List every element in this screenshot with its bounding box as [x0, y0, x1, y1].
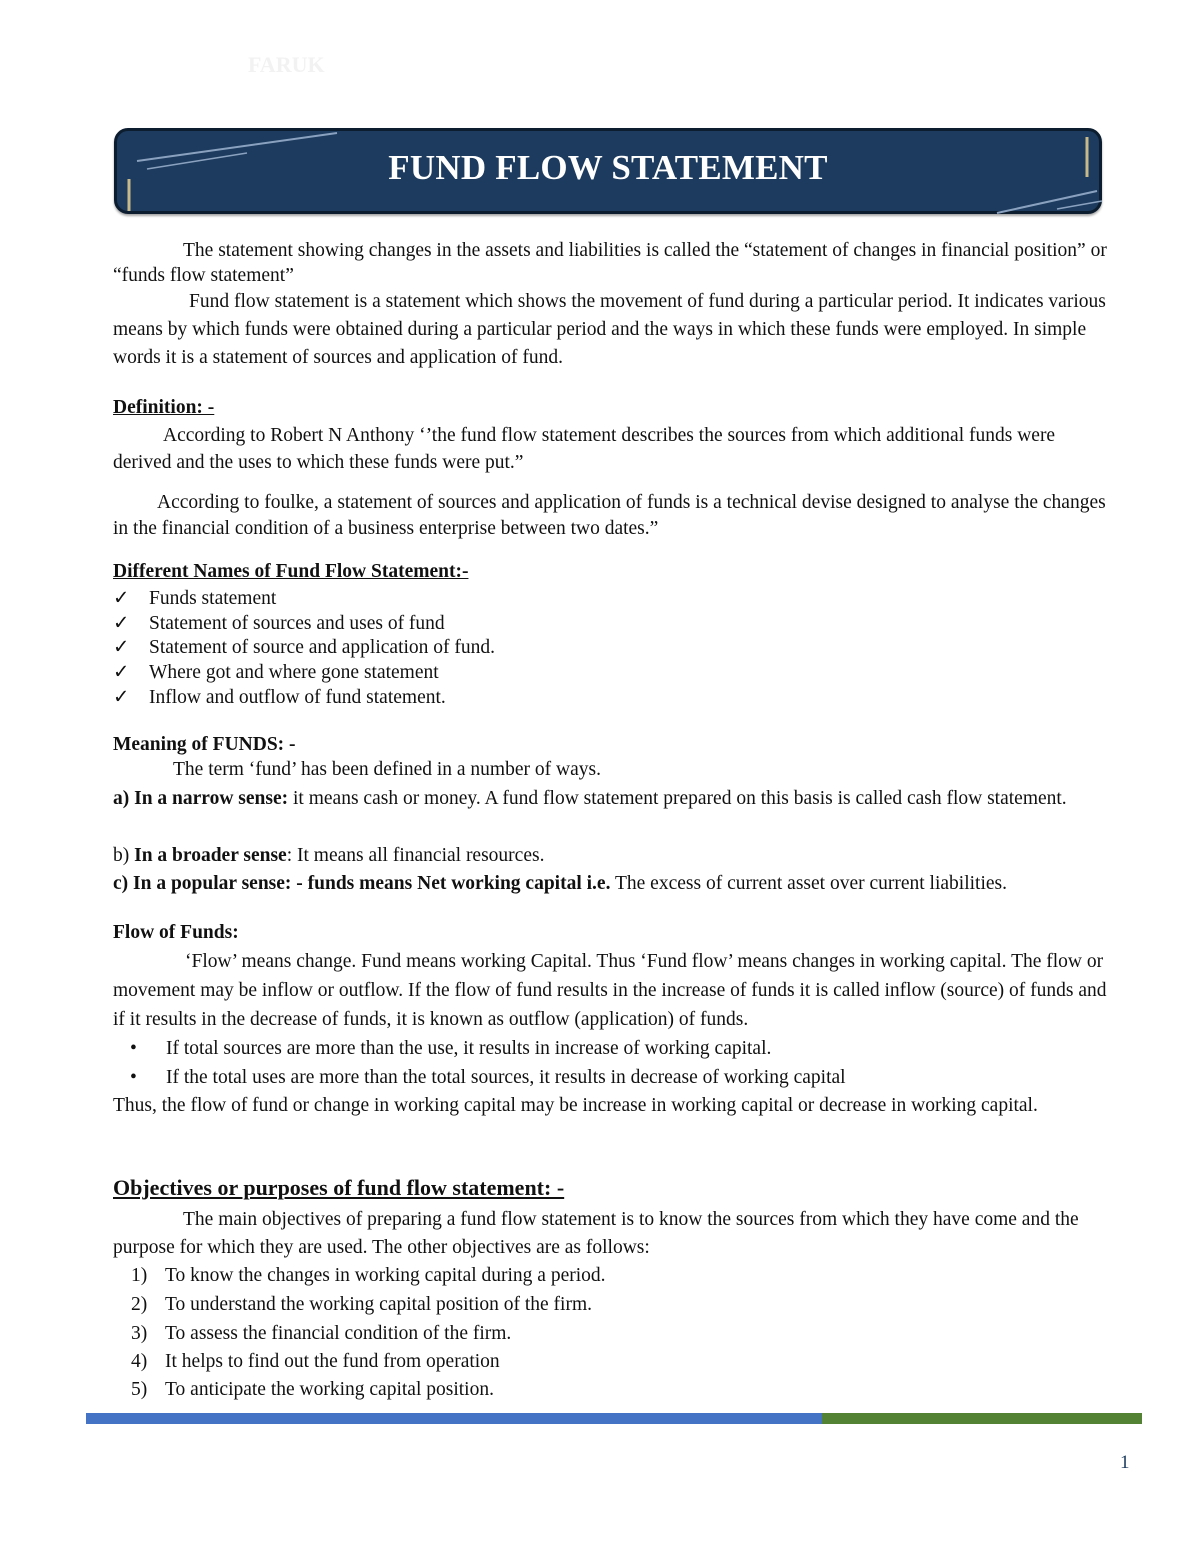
list-item: • If total sources are more than the use, it results in increase of working capital. — [130, 1035, 771, 1063]
checkmark-icon: ✓ — [113, 588, 130, 609]
checkmark-icon: ✓ — [113, 687, 130, 708]
list-item: 5) To anticipate the working capital position. — [131, 1379, 494, 1400]
list-item: 1) To know the changes in working capital during a period. — [131, 1265, 606, 1286]
flow-paragraph: ‘Flow’ means change. Fund means working Capital. Thus ‘Fund flow’ means changes in working capital. The flow or movement may be inflow or outflow. If the flow of fund results in the increase of funds it is called inflow (source) of funds and if it results in the decrease of funds, it is known as outflow (application) of funds. — [113, 951, 1107, 1030]
meaning-broader-sense: b) In a broader sense: It means all financial resources. — [113, 845, 545, 866]
bullet-icon: • — [130, 1038, 137, 1059]
bullet-icon: • — [130, 1067, 137, 1088]
definition-anthony: According to Robert N Anthony ‘’the fund flow statement describes the sources from which additional funds were derived and the uses to which these funds were put.” — [113, 425, 1056, 473]
title-banner — [114, 128, 1102, 214]
flow-heading: Flow of Funds: — [113, 922, 239, 943]
intro-paragraph-1: The statement showing changes in the assets and liabilities is called the “statement of changes in financial position” or “funds flow statement” — [113, 240, 1107, 286]
meaning-narrow-sense: a) In a narrow sense: it means cash or money. A fund flow statement prepared on this basis is called cash flow statement. — [113, 788, 1067, 809]
page-number: 1 — [1120, 1452, 1130, 1473]
meaning-intro: The term ‘fund’ has been defined in a number of ways. — [173, 759, 601, 780]
definition-foulke: According to foulke, a statement of sources and application of funds is a technical devise designed to analyse the changes in the financial condition of a business enterprise between two dates.” — [113, 492, 1106, 539]
names-heading: Different Names of Fund Flow Statement:- — [113, 561, 469, 582]
checkmark-icon: ✓ — [113, 637, 130, 658]
list-item: ✓ Statement of source and application of fund. — [113, 637, 496, 658]
faint-header-mark: FARUK — [248, 52, 325, 77]
list-item: ✓ Where got and where gone statement — [113, 662, 439, 683]
list-item: 2) To understand the working capital position of the firm. — [131, 1294, 593, 1315]
list-item: ✓ Statement of sources and uses of fund — [113, 613, 445, 634]
page-title: FUND FLOW STATEMENT — [388, 148, 828, 187]
list-item: 4) It helps to find out the fund from operation — [131, 1351, 500, 1372]
intro-paragraph-2: Fund flow statement is a statement which shows the movement of fund during a particular period. It indicates various means by which funds were obtained during a particular period and the ways in which these funds were employed. In simple words it is a statement of sources and application of fund. — [113, 291, 1106, 368]
meaning-heading: Meaning of FUNDS: - — [113, 734, 296, 755]
flow-conclusion: Thus, the flow of fund or change in working capital may be increase in working capital or decrease in working capital. — [113, 1095, 1038, 1116]
checkmark-icon: ✓ — [113, 613, 130, 634]
checkmark-icon: ✓ — [113, 662, 130, 683]
objectives-intro: The main objectives of preparing a fund flow statement is to know the sources from which they have come and the purpose for which they are used. The other objectives are as follows: — [113, 1209, 1079, 1258]
list-item: ✓ Inflow and outflow of fund statement. — [113, 687, 446, 708]
list-item: • If the total uses are more than the total sources, it results in decrease of working capital — [130, 1064, 846, 1092]
list-item: ✓ Funds statement — [113, 588, 277, 609]
footer-bar-green — [822, 1413, 1142, 1424]
footer-bar-blue — [86, 1413, 822, 1424]
meaning-popular-sense: c) In a popular sense: - funds means Net working capital i.e. The excess of current asset over current liabilities. — [113, 873, 1008, 894]
objectives-heading: Objectives or purposes of fund flow statement: - — [113, 1175, 565, 1200]
definition-heading: Definition: - — [113, 397, 215, 418]
list-item: 3) To assess the financial condition of the firm. — [131, 1323, 512, 1344]
